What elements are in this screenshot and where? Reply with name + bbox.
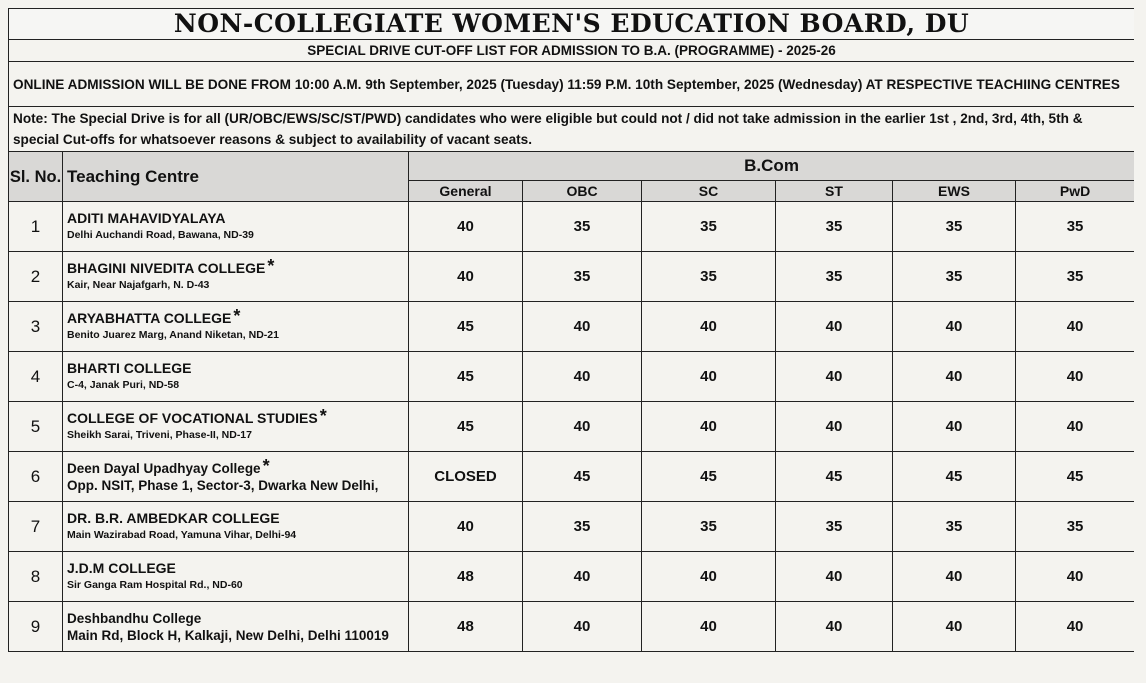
cutoff-general: 45 bbox=[409, 402, 523, 452]
cutoff-general: 40 bbox=[409, 202, 523, 252]
programme-header: B.Com bbox=[409, 152, 1135, 181]
cutoff-general: 40 bbox=[409, 502, 523, 552]
cutoff-ews: 35 bbox=[893, 502, 1016, 552]
cutoff-table bbox=[8, 8, 1134, 652]
cutoff-sc: 40 bbox=[642, 402, 776, 452]
cutoff-st: 40 bbox=[776, 602, 893, 652]
cutoff-general: 45 bbox=[409, 302, 523, 352]
cutoff-st: 40 bbox=[776, 402, 893, 452]
college-address: Kair, Near Najafgarh, N. D-43 bbox=[67, 278, 210, 291]
serial-number: 8 bbox=[9, 552, 63, 602]
cutoff-obc: 40 bbox=[523, 302, 642, 352]
column-header-obc: OBC bbox=[523, 181, 642, 202]
cutoff-ews: 35 bbox=[893, 252, 1016, 302]
cutoff-ews: 40 bbox=[893, 552, 1016, 602]
cutoff-pwd: 40 bbox=[1016, 402, 1135, 452]
cutoff-general: 48 bbox=[409, 552, 523, 602]
cutoff-sc: 35 bbox=[642, 502, 776, 552]
table-row bbox=[9, 552, 1135, 602]
asterisk-mark: * bbox=[262, 455, 270, 476]
table-row bbox=[9, 602, 1135, 652]
college-address: Main Rd, Block H, Kalkaji, New Delhi, Delhi 110019 bbox=[67, 627, 389, 643]
teaching-centre-cell bbox=[63, 452, 409, 502]
admission-info: ONLINE ADMISSION WILL BE DONE FROM 10:00 A.M. 9th September, 2025 (Tuesday) 11:59 P.M. 10th September, 2025 (Wednesday) AT RESPECTIVE TEACHIING CENTRES bbox=[9, 62, 1135, 107]
teaching-centre-cell bbox=[63, 552, 409, 602]
college-address: Sir Ganga Ram Hospital Rd., ND-60 bbox=[67, 578, 243, 591]
college-address: Sheikh Sarai, Triveni, Phase-II, ND-17 bbox=[67, 428, 252, 441]
cutoff-obc: 35 bbox=[523, 202, 642, 252]
college-address: Main Wazirabad Road, Yamuna Vihar, Delhi-94 bbox=[67, 528, 297, 541]
table-row bbox=[9, 352, 1135, 402]
teaching-centre-cell bbox=[63, 402, 409, 452]
cutoff-general: 40 bbox=[409, 252, 523, 302]
serial-number: 1 bbox=[9, 202, 63, 252]
college-name: ARYABHATTA COLLEGE bbox=[67, 309, 232, 326]
cutoff-ews: 35 bbox=[893, 202, 1016, 252]
college-name: Deshbandhu College bbox=[67, 610, 202, 626]
cutoff-ews: 40 bbox=[893, 402, 1016, 452]
asterisk-mark: * bbox=[319, 405, 327, 426]
table-row bbox=[9, 252, 1135, 302]
teaching-centre-header: Teaching Centre bbox=[63, 152, 409, 202]
serial-number: 9 bbox=[9, 602, 63, 652]
cutoff-st: 35 bbox=[776, 252, 893, 302]
cutoff-st: 45 bbox=[776, 452, 893, 502]
cutoff-st: 40 bbox=[776, 552, 893, 602]
cutoff-st: 35 bbox=[776, 502, 893, 552]
cutoff-st: 35 bbox=[776, 202, 893, 252]
teaching-centre-cell bbox=[63, 602, 409, 652]
cutoff-pwd: 40 bbox=[1016, 552, 1135, 602]
cutoff-obc: 45 bbox=[523, 452, 642, 502]
table-row bbox=[9, 452, 1135, 502]
asterisk-mark: * bbox=[267, 255, 275, 276]
cutoff-sc: 35 bbox=[642, 202, 776, 252]
serial-number: 4 bbox=[9, 352, 63, 402]
teaching-centre-cell bbox=[63, 252, 409, 302]
cutoff-general: 48 bbox=[409, 602, 523, 652]
column-header-ews: EWS bbox=[893, 181, 1016, 202]
cutoff-obc: 40 bbox=[523, 402, 642, 452]
teaching-centre-cell bbox=[63, 352, 409, 402]
cutoff-pwd: 40 bbox=[1016, 602, 1135, 652]
college-name: Deen Dayal Upadhyay College bbox=[67, 460, 261, 476]
serial-number: 5 bbox=[9, 402, 63, 452]
table-row bbox=[9, 402, 1135, 452]
serial-number: 6 bbox=[9, 452, 63, 502]
college-name: BHAGINI NIVEDITA COLLEGE bbox=[67, 259, 266, 276]
cutoff-st: 40 bbox=[776, 352, 893, 402]
teaching-centre-cell bbox=[63, 302, 409, 352]
teaching-centre-cell bbox=[63, 502, 409, 552]
cutoff-sc: 40 bbox=[642, 602, 776, 652]
cutoff-ews: 40 bbox=[893, 602, 1016, 652]
cutoff-ews: 40 bbox=[893, 352, 1016, 402]
cutoff-pwd: 35 bbox=[1016, 202, 1135, 252]
sl-no-header: Sl. No. bbox=[9, 152, 63, 202]
college-name: COLLEGE OF VOCATIONAL STUDIES bbox=[67, 409, 318, 426]
eligibility-note: Note: The Special Drive is for all (UR/OBC/EWS/SC/ST/PWD) candidates who were eligible but could not / did not take admission in the earlier 1st , 2nd, 3rd, 4th, 5th & special Cut-offs for whatsoever reasons & subject to availability of vacant seats. bbox=[9, 107, 1135, 152]
college-name: DR. B.R. AMBEDKAR COLLEGE bbox=[67, 509, 280, 526]
table-row bbox=[9, 302, 1135, 352]
college-name: J.D.M COLLEGE bbox=[67, 559, 176, 576]
cutoff-pwd: 40 bbox=[1016, 352, 1135, 402]
column-header-general: General bbox=[409, 181, 523, 202]
college-name: BHARTI COLLEGE bbox=[67, 359, 192, 376]
cutoff-ews: 40 bbox=[893, 302, 1016, 352]
cutoff-obc: 40 bbox=[523, 552, 642, 602]
cutoff-sc: 40 bbox=[642, 302, 776, 352]
cutoff-pwd: 35 bbox=[1016, 252, 1135, 302]
table-row bbox=[9, 202, 1135, 252]
cutoff-general: CLOSED bbox=[409, 452, 523, 502]
cutoff-obc: 40 bbox=[523, 352, 642, 402]
column-header-sc: SC bbox=[642, 181, 776, 202]
cutoff-obc: 35 bbox=[523, 252, 642, 302]
college-address: Delhi Auchandi Road, Bawana, ND-39 bbox=[67, 228, 254, 241]
board-title: NON-COLLEGIATE WOMEN'S EDUCATION BOARD, DU bbox=[9, 9, 1135, 40]
cutoff-ews: 45 bbox=[893, 452, 1016, 502]
cutoff-st: 40 bbox=[776, 302, 893, 352]
cutoff-sc: 45 bbox=[642, 452, 776, 502]
college-name: ADITI MAHAVIDYALAYA bbox=[67, 209, 226, 226]
cutoff-pwd: 45 bbox=[1016, 452, 1135, 502]
column-header-pwd: PwD bbox=[1016, 181, 1135, 202]
cutoff-obc: 35 bbox=[523, 502, 642, 552]
column-header-st: ST bbox=[776, 181, 893, 202]
college-address: Benito Juarez Marg, Anand Niketan, ND-21 bbox=[67, 328, 279, 341]
college-address: C-4, Janak Puri, ND-58 bbox=[67, 378, 180, 391]
asterisk-mark: * bbox=[233, 305, 241, 326]
serial-number: 7 bbox=[9, 502, 63, 552]
cutoff-general: 45 bbox=[409, 352, 523, 402]
table-row bbox=[9, 502, 1135, 552]
list-subtitle: SPECIAL DRIVE CUT-OFF LIST FOR ADMISSION TO B.A. (PROGRAMME) - 2025-26 bbox=[9, 40, 1135, 62]
college-address: Opp. NSIT, Phase 1, Sector-3, Dwarka New Delhi, bbox=[67, 477, 379, 493]
cutoff-sc: 40 bbox=[642, 352, 776, 402]
cutoff-document bbox=[8, 8, 1134, 683]
cutoff-sc: 40 bbox=[642, 552, 776, 602]
cutoff-pwd: 35 bbox=[1016, 502, 1135, 552]
cutoff-rows bbox=[9, 202, 1135, 652]
cutoff-sc: 35 bbox=[642, 252, 776, 302]
serial-number: 2 bbox=[9, 252, 63, 302]
cutoff-obc: 40 bbox=[523, 602, 642, 652]
teaching-centre-cell bbox=[63, 202, 409, 252]
cutoff-pwd: 40 bbox=[1016, 302, 1135, 352]
serial-number: 3 bbox=[9, 302, 63, 352]
